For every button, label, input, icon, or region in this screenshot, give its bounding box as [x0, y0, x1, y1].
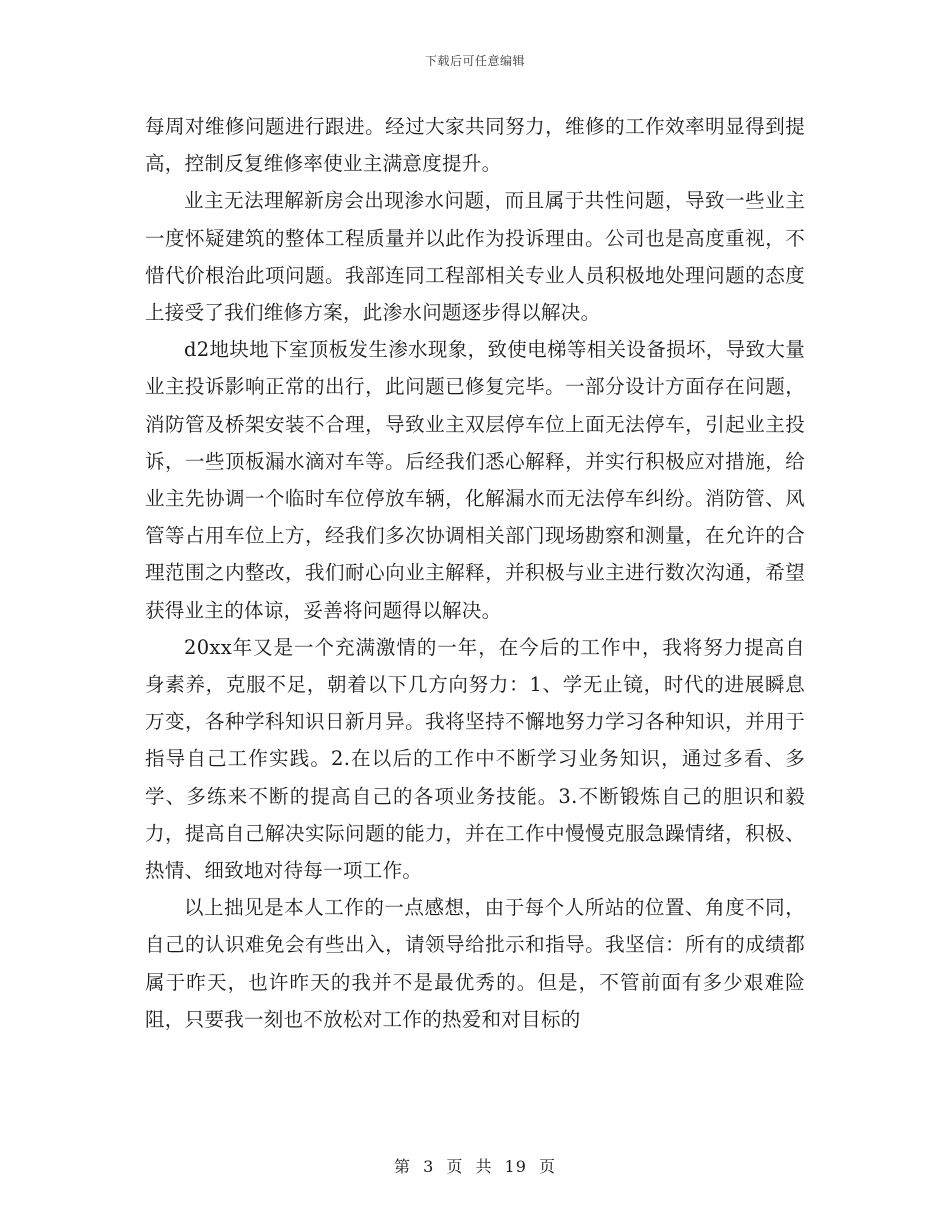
page-footer: 第 3 页 共 19 页	[394, 1157, 556, 1176]
paragraph-1: 每周对维修问题进行跟进。经过大家共同努力，维修的工作效率明显得到提高，控制反复维修率使业主满意度提升。	[145, 115, 805, 176]
paragraph-2: 业主无法理解新房会出现渗水问题，而且属于共性问题，导致一些业主一度怀疑建筑的整体工程质量并以此作为投诉理由。公司也是高度重视，不惜代价根治此项问题。我部连同工程部相关专业人员积极地处理问题的态度上接受了我们维修方案，此渗水问题逐步得以解决。	[145, 189, 805, 325]
page-header: 下载后可任意编辑	[424, 54, 525, 68]
paragraph-3: d2地块地下室顶板发生渗水现象，致使电梯等相关设备损坏，导致大量业主投诉影响正常的出行，此问题已修复完毕。一部分设计方面存在问题，消防管及桥架安装不合理，导致业主双层停车位上面无法停车，引起业主投诉，一些顶板漏水滴对车等。后经我们悉心解释，并实行积极应对措施，给业主先协调一个临时车位停放车辆，化解漏水而无法停车纠纷。消防管、风管等占用车位上方，经我们多次协调相关部门现场勘察和测量，在允许的合理范围之内整改，我们耐心向业主解释，并积极与业主进行数次沟通，希望获得业主的体谅，妥善将问题得以解决。	[145, 338, 805, 622]
paragraph-4: 20xx年又是一个充满激情的一年，在今后的工作中，我将努力提高自身素养，克服不足，朝着以下几方向努力：1、学无止镜，时代的进展瞬息万变，各种学科知识日新月异。我将坚持不懈地努力学习各种知识，并用于指导自己工作实践。2.在以后的工作中不断学习业务知识，通过多看、多学、多练来不断的提高自己的各项业务技能。3.不断锻炼自己的胆识和毅力，提高自己解决实际问题的能力，并在工作中慢慢克服急躁情绪，积极、热情、细致地对待每一项工作。	[145, 635, 805, 883]
document-body	[145, 108, 805, 1038]
paragraph-5: 以上拙见是本人工作的一点感想，由于每个人所站的位置、角度不同，自己的认识难免会有些出入，请领导给批示和指导。我坚信：所有的成绩都属于昨天，也许昨天的我并不是最优秀的。但是，不管前面有多少艰难险阻，只要我一刻也不放松对工作的热爱和对目标的	[145, 896, 805, 1031]
